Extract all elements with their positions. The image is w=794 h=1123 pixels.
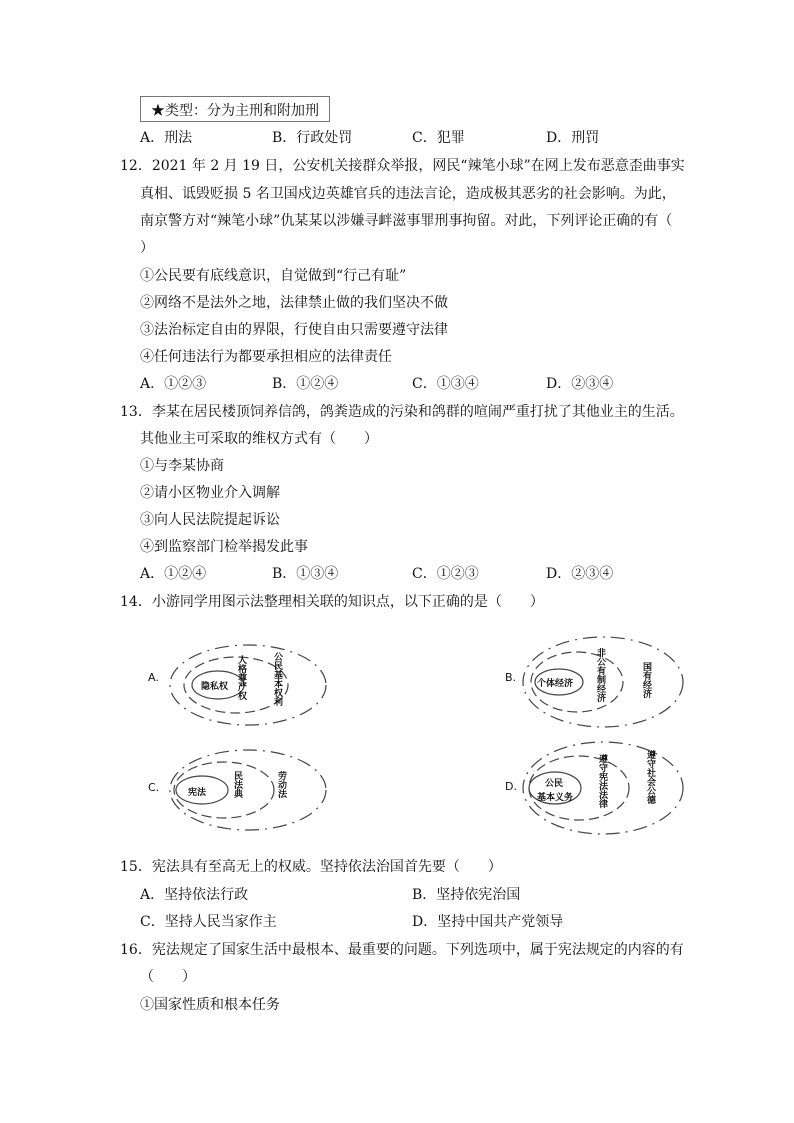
figure-b-outer-label: 国有经济 — [641, 662, 651, 698]
q15-option-a[interactable]: A．坚持依法行政 — [140, 887, 249, 903]
q13-option-c[interactable]: C．①②③ — [412, 566, 479, 582]
q12-item-2: ②网络不是法外之地，法律禁止做的我们坚决不做 — [140, 295, 448, 311]
figure-d-outer-label: 遵守社会公德 — [645, 750, 655, 804]
q12-option-d[interactable]: D．②③④ — [546, 376, 614, 392]
q13-stem-line-1: 13．李某在居民楼顶饲养信鸽，鸽粪造成的污染和鸽群的喧闹严重打扰了其他业主的生活。 — [120, 404, 684, 420]
q13-option-a[interactable]: A．①②④ — [140, 566, 207, 582]
q12-stem-line-4: ） — [140, 240, 154, 256]
q13-item-2: ②请小区物业介入调解 — [140, 485, 280, 501]
figure-c[interactable] — [148, 745, 328, 835]
q16-item-1: ①国家性质和根本任务 — [140, 997, 280, 1013]
q16-stem-line-2: （ ） — [140, 969, 196, 985]
type-note-box — [140, 96, 330, 122]
type-note-text: ★类型：分为主刑和附加刑 — [151, 103, 319, 119]
q13-option-d[interactable]: D．②③④ — [546, 566, 614, 582]
figure-b-middle-label: 非公有制经济 — [595, 648, 605, 702]
q13-stem-line-2: 其他业主可采取的维权方式有（ ） — [140, 431, 378, 447]
q15-option-b[interactable]: B．坚持依宪治国 — [412, 887, 521, 903]
figure-a[interactable] — [148, 640, 328, 730]
q11-option-d[interactable]: D．刑罚 — [546, 130, 600, 146]
figure-a-letter: A. — [148, 671, 159, 684]
q12-item-4: ④任何违法行为都要承担相应的法律责任 — [140, 349, 392, 365]
q15-option-d[interactable]: D．坚持中国共产党领导 — [412, 914, 564, 930]
q15-stem: 15．宪法具有至高无上的权威。坚持依法治国首先要（ ） — [120, 859, 502, 875]
q12-option-a[interactable]: A．①②③ — [140, 376, 207, 392]
figure-d-ellipses — [505, 738, 685, 838]
q13-item-3: ③向人民法院提起诉讼 — [140, 512, 280, 528]
q12-item-3: ③法治标定自由的界限，行使自由只需要遵守法律 — [140, 322, 448, 338]
figure-d-inner-label-1: 公民 — [545, 779, 564, 789]
q11-option-a[interactable]: A．刑法 — [140, 130, 193, 146]
q13-item-4: ④到监察部门检举揭发此事 — [140, 539, 308, 555]
figure-b[interactable] — [505, 632, 685, 732]
figure-a-middle-label: 人格尊严权 — [236, 655, 246, 700]
q14-stem: 14．小游同学用图示法整理相关联的知识点，以下正确的是（ ） — [120, 594, 544, 610]
q12-stem-line-1: 12．2021 年 2 月 19 日，公安机关接群众举报，网民“辣笔小球”在网上发布恶意歪曲事实 — [120, 158, 685, 174]
figure-a-inner-label: 隐私权 — [201, 682, 229, 692]
figure-d-letter: D. — [505, 780, 517, 793]
figure-b-letter: B. — [505, 671, 517, 684]
q11-option-c[interactable]: C．犯罪 — [412, 130, 465, 146]
q12-stem-line-2: 真相、诋毁贬损 5 名卫国戍边英雄官兵的违法言论，造成极其恶劣的社会影响。为此， — [140, 186, 676, 202]
q12-stem-line-3: 南京警方对“辣笔小球”仇某某以涉嫌寻衅滋事罪刑事拘留。对此，下列评论正确的有（ — [140, 213, 673, 229]
figure-c-middle-label: 民法典 — [232, 771, 242, 798]
figure-d[interactable] — [505, 738, 685, 838]
q12-item-1: ①公民要有底线意识，自觉做到“行己有耻” — [140, 268, 407, 284]
figure-d-inner-label-2: 基本义务 — [537, 793, 574, 803]
figure-b-inner-label: 个体经济 — [537, 679, 574, 689]
q15-option-c[interactable]: C．坚持人民当家作主 — [140, 914, 277, 930]
figure-d-middle-label: 遵守宪法法律 — [597, 754, 607, 808]
q16-stem-line-1: 16．宪法规定了国家生活中最根本、最重要的问题。下列选项中，属于宪法规定的内容的有 — [120, 942, 684, 958]
q13-option-b[interactable]: B．①③④ — [272, 566, 339, 582]
figure-c-outer-label: 劳动法 — [276, 771, 286, 798]
figure-c-letter: C. — [148, 781, 160, 794]
q13-item-1: ①与李某协商 — [140, 458, 224, 474]
figure-c-inner-label: 宪法 — [188, 788, 207, 798]
q12-option-b[interactable]: B．①②④ — [272, 376, 339, 392]
q12-option-c[interactable]: C．①③④ — [412, 376, 479, 392]
figure-a-outer-label: 公民基本权利 — [272, 652, 282, 706]
q11-option-b[interactable]: B．行政处罚 — [272, 130, 353, 146]
